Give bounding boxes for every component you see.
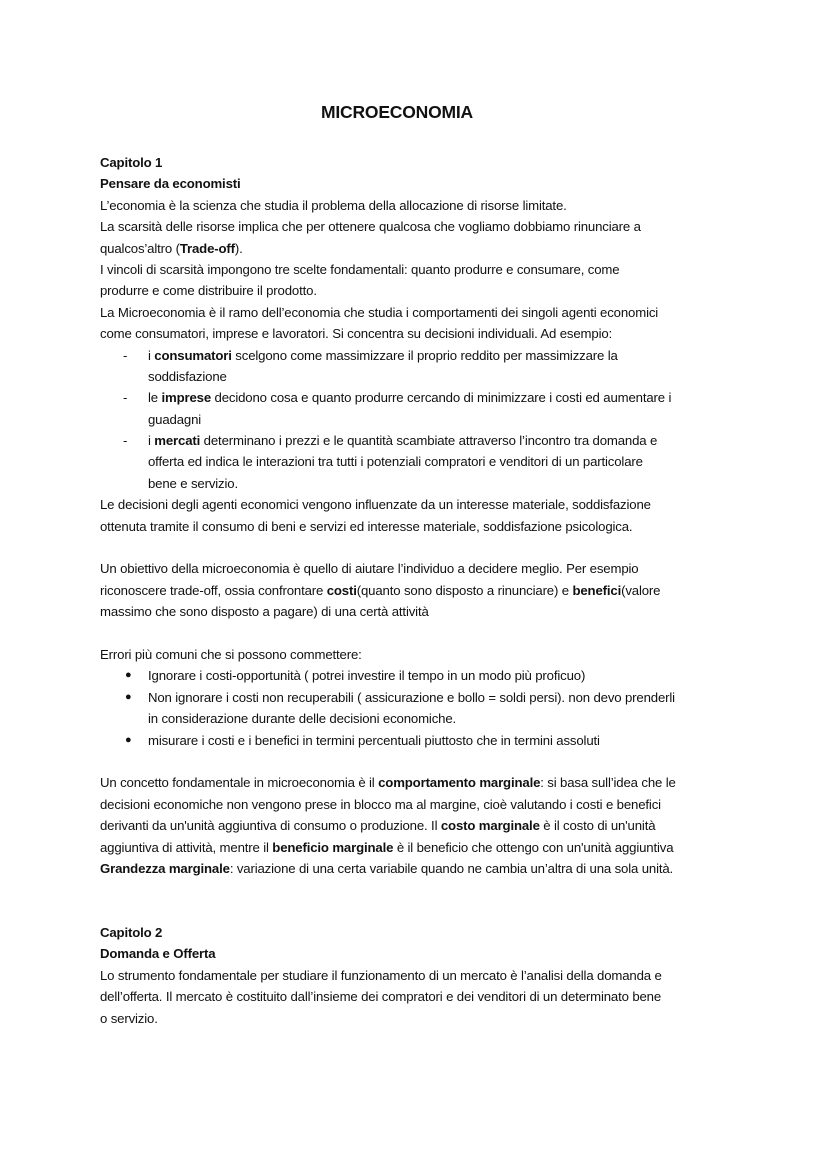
text-run: soddisfazione	[148, 368, 227, 384]
bullet-icon: ●	[125, 690, 132, 703]
page-title: MICROECONOMIA	[321, 102, 473, 122]
document-body	[100, 152, 750, 1029]
text-run: Lo strumento fondamentale per studiare il funzionamento di un mercato è l’analisi della domanda e	[100, 967, 662, 983]
text-run: in considerazione durante delle decisioni economiche.	[148, 711, 457, 727]
text-run: aggiuntiva di attività, mentre il	[100, 839, 273, 855]
bullet-icon: ●	[125, 733, 132, 746]
list-item	[100, 687, 750, 730]
bold-term: imprese	[161, 390, 212, 406]
text-line	[100, 837, 750, 858]
text-run: (valore	[621, 582, 661, 598]
text-line	[148, 687, 750, 708]
text-line	[100, 323, 750, 344]
text-run: I vincoli di scarsità impongono tre scelte fondamentali: quanto produrre e consumare, come	[100, 261, 620, 277]
text-line	[100, 986, 750, 1007]
text-line	[148, 451, 750, 472]
text-line	[100, 558, 750, 579]
text-run: dell’offerta. Il mercato è costituito dall’insieme dei compratori e dei venditori di un determinato bene	[100, 989, 662, 1005]
text-line	[148, 345, 750, 366]
text-run: o servizio.	[100, 1010, 158, 1026]
text-line	[100, 195, 750, 216]
text-run: ottenuta tramite il consumo di beni e servizi ed interesse materiale, soddisfazione psicologica.	[100, 518, 633, 534]
text-run: La Microeconomia è il ramo dell’economia che studia i comportamenti dei singoli agenti economici	[100, 304, 659, 320]
text-line	[100, 858, 750, 879]
bold-term: benefici	[572, 582, 622, 598]
text-run: : si basa sull’idea che le	[540, 775, 676, 791]
bold-term: costi	[326, 582, 357, 598]
text-line	[100, 922, 750, 943]
text-run: determinano i prezzi e le quantità scambiate attraverso l’incontro tra domanda e	[200, 433, 658, 449]
text-run: decidono cosa e quanto produrre cercando di minimizzare i costi ed aumentare i	[211, 390, 672, 406]
bold-term: Trade-off	[179, 240, 235, 256]
text-line	[148, 473, 750, 494]
bold-term: consumatori	[154, 347, 232, 363]
text-run: guadagni	[148, 411, 202, 427]
text-run: qualcos’altro (	[100, 240, 180, 256]
text-run: : variazione di una certa variabile quando ne cambia un’altra di una sola unità.	[229, 860, 674, 876]
text-run: è il beneficio che ottengo con un'unità aggiuntiva	[393, 839, 674, 855]
text-line	[100, 516, 750, 537]
text-run: riconoscere trade-off, ossia confrontare	[100, 582, 327, 598]
text-run: Un obiettivo della microeconomia è quello di aiutare l’individuo a decidere meglio. Per esempio	[100, 561, 639, 577]
dash-marker-icon: -	[123, 433, 128, 449]
text-line	[100, 302, 750, 323]
bold-term: mercati	[154, 433, 201, 449]
text-line	[148, 730, 750, 751]
dash-list	[100, 345, 750, 495]
bold-term: Pensare da economisti	[100, 176, 241, 192]
text-line	[100, 815, 750, 836]
text-line	[100, 794, 750, 815]
text-line	[148, 387, 750, 408]
text-line	[100, 965, 750, 986]
text-run: scelgono come massimizzare il proprio reddito per massimizzare la	[231, 347, 618, 363]
text-run: La scarsità delle risorse implica che per ottenere qualcosa che vogliamo dobbiamo rinunciare a	[100, 219, 641, 235]
list-item	[100, 345, 750, 388]
text-line	[148, 708, 750, 729]
text-run: (quanto sono disposto a rinunciare) e	[356, 582, 573, 598]
text-line	[100, 238, 750, 259]
text-line	[100, 644, 750, 665]
text-line	[148, 366, 750, 387]
bold-term: Domanda e Offerta	[100, 946, 216, 962]
paragraph	[100, 922, 750, 1029]
list-item	[100, 665, 750, 686]
list-item	[100, 430, 750, 494]
bold-term: beneficio marginale	[272, 839, 394, 855]
text-line	[100, 259, 750, 280]
text-run: bene e servizio.	[148, 475, 238, 491]
text-line	[100, 943, 750, 964]
text-line	[100, 1008, 750, 1029]
paragraph	[100, 644, 750, 665]
text-run: Non ignorare i costi non recuperabili ( assicurazione e bollo = soldi persi). non devo prenderli	[148, 689, 675, 705]
text-run: decisioni economiche non vengono prese in blocco ma al margine, cioè valutando i costi e benefici	[100, 796, 661, 812]
bullet-list	[100, 665, 750, 751]
paragraph	[100, 772, 750, 879]
list-item	[100, 730, 750, 751]
text-line	[148, 430, 750, 451]
bold-term: comportamento marginale	[378, 775, 541, 791]
text-run: Ignorare i costi-opportunità ( potrei investire il tempo in un modo più proficuo)	[148, 668, 586, 684]
list-item	[100, 387, 750, 430]
text-run: derivanti da un'unità aggiuntiva di consumo o produzione. Il	[100, 818, 441, 834]
bold-term: Capitolo 1	[100, 155, 163, 170]
text-run: Errori più comuni che si possono commettere:	[100, 646, 362, 662]
text-line	[100, 580, 750, 601]
dash-marker-icon: -	[123, 347, 128, 363]
paragraph	[100, 494, 750, 537]
bold-term: Capitolo 2	[100, 925, 163, 941]
paragraph	[100, 558, 750, 622]
text-line	[100, 772, 750, 793]
text-run: i	[148, 433, 155, 449]
text-run: misurare i costi e i benefici in termini percentuali piuttosto che in termini assoluti	[148, 732, 600, 748]
bold-term: costo marginale	[440, 818, 540, 834]
text-run: produrre e come distribuire il prodotto.	[100, 283, 317, 299]
text-run: è il costo di un'unità	[539, 818, 656, 834]
text-line	[100, 601, 750, 622]
bullet-icon: ●	[125, 669, 132, 682]
bold-term: Grandezza marginale	[100, 860, 230, 876]
text-run: le	[148, 390, 162, 406]
text-run: Le decisioni degli agenti economici vengono influenzate da un interesse materiale, soddisfazione	[100, 497, 651, 513]
text-line	[100, 152, 750, 173]
text-line	[100, 280, 750, 301]
text-run: i	[148, 347, 155, 363]
text-line	[148, 665, 750, 686]
text-run: ).	[234, 240, 243, 256]
text-run: L’economia è la scienza che studia il problema della allocazione di risorse limitate.	[100, 197, 567, 213]
text-line	[100, 173, 750, 194]
dash-marker-icon: -	[123, 390, 128, 406]
text-run: offerta ed indica le interazioni tra tutti i potenziali compratori e venditori di un particolare	[148, 454, 643, 470]
text-run: Un concetto fondamentale in microeconomia è il	[100, 775, 379, 791]
text-line	[100, 494, 750, 515]
text-run: massimo che sono disposto a pagare) di una certà attività	[100, 604, 429, 620]
text-line	[100, 216, 750, 237]
text-line	[148, 409, 750, 430]
text-run: come consumatori, imprese e lavoratori. Si concentra su decisioni individuali. Ad esempio:	[100, 326, 613, 342]
paragraph	[100, 152, 750, 345]
